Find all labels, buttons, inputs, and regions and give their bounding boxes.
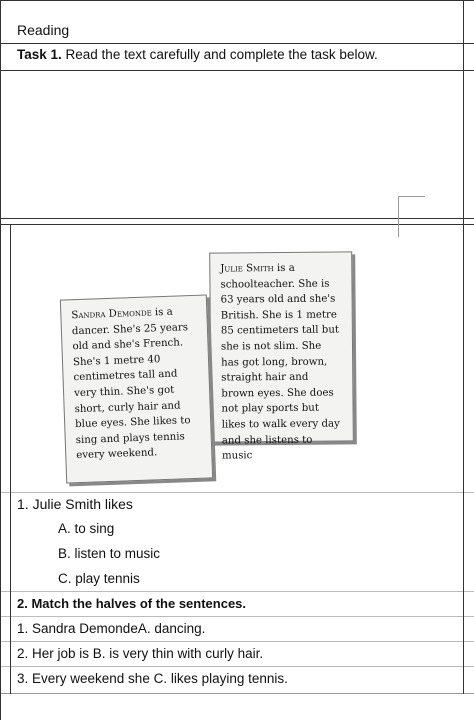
table-border-heading [0, 43, 474, 44]
margin-mark [398, 196, 425, 237]
julie-smith-card [209, 251, 354, 462]
sandra-demonde-description: is a dancer. She's 25 years old and she's French. She's 1 metre 40 centimetres tall and very thin. She's got short, curly hair and blue eyes. She likes to sing and plays tennis every weekend. [71, 306, 191, 462]
question-1-option-b[interactable]: B. listen to music [58, 546, 161, 561]
row-divider-q2 [0, 591, 474, 592]
question-1-title: 1. Julie Smith likes [17, 496, 133, 512]
question-1-option-a[interactable]: A. to sing [58, 521, 115, 536]
sandra-demonde-name: Sandra Demonde [71, 307, 152, 322]
julie-smith-description: is a schoolteacher. She is 63 years old and she's British. She is 1 metre 85 centimeters tall but she is not slim. She has got long, brown, straight hair and brown eyes. She does not play sports but likes to walk every day and she listens to music [220, 262, 340, 462]
question-1-option-c[interactable]: C. play tennis [58, 571, 140, 586]
row-divider-3 [0, 666, 474, 667]
table-border-bottom [0, 693, 474, 694]
question-2-title: 2. Match the halves of the sentences. [17, 596, 247, 611]
row-divider-q1 [0, 492, 474, 493]
julie-smith-name: Julie Smith [220, 263, 274, 275]
page-heading: Reading [17, 22, 70, 38]
table-border-left [0, 0, 1, 720]
question-2-row-1: 1. Sandra DemondeA. dancing. [17, 621, 206, 636]
task-label: Task 1. [17, 47, 62, 62]
table-border-task [0, 70, 474, 71]
row-divider-2 [0, 641, 474, 642]
table-border-left-inner [10, 224, 11, 694]
task-text: Read the text carefully and complete the task below. [61, 47, 378, 62]
row-divider-1 [0, 616, 474, 617]
question-2-row-2: 2. Her job is B. is very thin with curly hair. [17, 646, 264, 661]
sandra-demonde-text [71, 304, 201, 464]
table-border-right [463, 0, 464, 694]
sandra-demonde-card [60, 294, 213, 483]
table-border-top [0, 0, 474, 1]
question-2-row-3: 3. Every weekend she C. likes playing tennis. [17, 671, 288, 686]
julie-smith-text [220, 260, 343, 464]
task-instruction [17, 47, 378, 63]
